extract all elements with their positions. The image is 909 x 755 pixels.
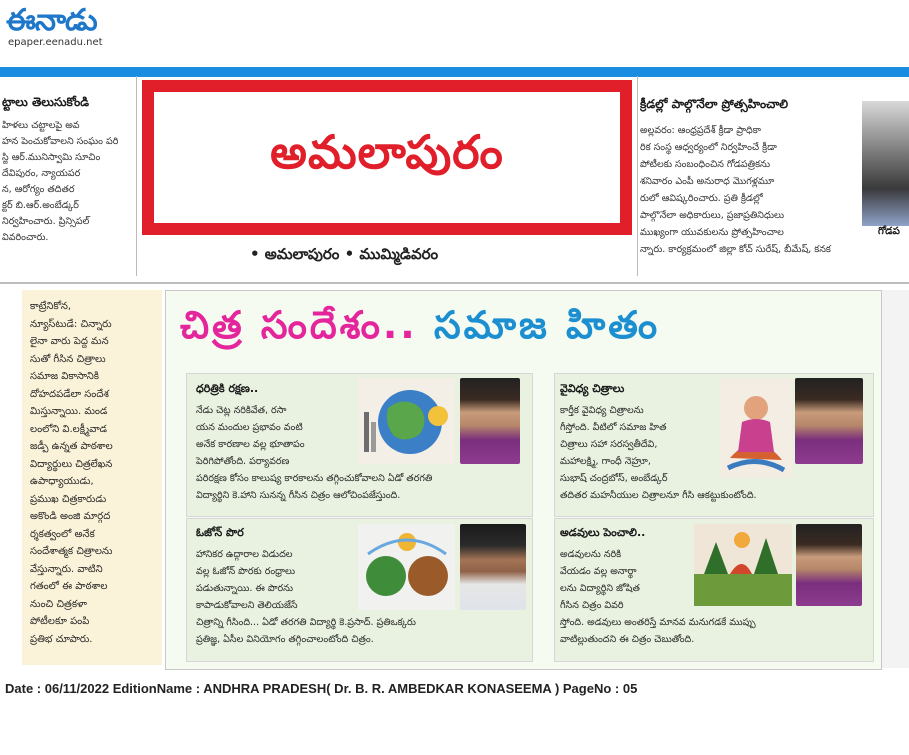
- card-diverse-headline: వైవిధ్య చిత్రాలు: [560, 382, 625, 395]
- right-top-article: [640, 97, 860, 277]
- card-ozone-body: హానికర ఉద్గారాల విడుదల వల్ల ఓజోన్ పొరకు రంధ్రాలు పడుతున్నాయి. ఈ పొరను కాపాడుకోవాలని తెలియజేసే చిత్రాన్ని గీసింది... ఏడో తరగతి విద్యార్థి కె.ప్రసాద్. ప్రతిఒక్కరు ప్రతిజ్ఞ, ఏసీల వినియోగం తగ్గించాలంటోంది చిత్రం.: [196, 549, 416, 645]
- edition-footer: Date : 06/11/2022 EditionName : ANDHRA PRADESH( Dr. B. R. AMBEDKAR KONASEEMA ) PageNo : 05: [5, 681, 638, 696]
- left-top-article: [0, 95, 133, 280]
- student-photo-karthika: [795, 378, 863, 464]
- student-photo-joshita: [796, 524, 862, 606]
- card-forests-body: అడవులను నరికి వేయడం వల్ల అనార్థా లను విద్యార్థిని జోషిత గీసిన చిత్రం వివరి స్తోంది. అడవులు అంతరిస్తే మానవ మనుగడకే ముప్పు వాటిల్లుతుందని ఈ చిత్రం చెబుతోంది.: [560, 549, 756, 645]
- masthead-inner: [154, 92, 620, 223]
- adjacent-page-edge: [882, 290, 909, 668]
- left-top-body: హిళలు చట్టాలపై అవ హన పెంచుకోవాలని సంఘం పరి స్జి ఆర్.మునిస్వామి సూచిం దేవిపురం, న్యాయపర న, ఆరోగ్యం తదితర క్టర్ బి.ఆర్.అంబేడ్కర్ నిర్వహించారు. ప్రిన్సిపల్ వివరించారు.: [2, 120, 119, 243]
- card-earth-body: నేడు చెట్ల నరికివేత, రసా యన మందుల ప్రభావం వంటి అనేక కారణాల వల్ల భూతాపం పెరిగిపోతోంది. పర్యావరణ పరిరక్షణ కోసం కాలుష్య కారకాలను తగ్గించుకోవాలని ఏడో తరగతి విద్యార్థిని కె.హాని సునన్న గీసిన చిత్రం ఆలోచింపజేస్తుంది.: [196, 405, 433, 501]
- earth-drawing: [358, 378, 455, 464]
- right-top-photo: [862, 101, 909, 226]
- card-ozone-headline: ఓజోన్ పొర: [196, 526, 244, 539]
- student-photo-hani: [460, 378, 520, 464]
- right-top-body: అల్లవరం: ఆంధ్రప్రదేశ్ క్రీడా ప్రాధికా రిక సంస్థ ఆధ్వర్యంలో నిర్వహించే క్రీడా పోటీలకు సంబంధించిన గోడపత్రికను శనివారం ఎంపీ అనురాధ మొగళ్లమూ రులో ఆవిష్కరించారు. ప్రతి క్రీడల్లో పాల్గొనేలా అధికారులు, ప్రజాప్రతినిధులు ముఖ్యంగా యువకులను ప్రోత్సహించాల న్నారు. కార్యక్రమంలో జిల్లా కోచ్ సురేష్, బీమేష్, కనక: [640, 125, 831, 255]
- card-forests-headline: అడవులు పెంచాలి..: [560, 526, 646, 539]
- card-diverse-body: కార్తీక వైవిధ్య చిత్రాలను గీస్తోంది. వీటిలో సమాజ హిత చిత్రాలు సహా సరస్వతీదేవి, మహాలక్ష్మి, గాంధీ నెహ్రూ, సుభాష్ చంద్రబోస్, అంబేడ్కర్ తదితర మహనీయుల చిత్రాలనూ గీసి ఆకట్టుకుంటోంది.: [560, 405, 757, 501]
- feature-title-part-b: సమాజ హితం: [433, 303, 661, 347]
- right-top-headline: క్రీడల్లో పాల్గొనేలా ప్రోత్సహించాలి: [640, 97, 789, 111]
- forest-drawing: [694, 524, 792, 606]
- feature-title: [180, 303, 660, 357]
- feature-intro-column: [22, 290, 162, 665]
- ozone-drawing: [358, 524, 455, 610]
- masthead-subtitle: • అమలాపురం • ముమ్మిడివరం: [250, 245, 439, 263]
- section-divider: [0, 282, 909, 284]
- saraswati-drawing: [720, 378, 792, 478]
- feature-title-part-a: చిత్ర సందేశం..: [180, 303, 418, 347]
- feature-intro-text: కాట్రేనికోన, న్యూస్‌టుడే: చిన్నారు లైనా వారు పెద్ద మన సుతో గీసిన చిత్రాలు సమాజ వికాసానికి దోహదపడేలా సందేశ మిస్తున్నాయి. మండ లంలోని వి.లక్ష్మీవాడ జడ్పీ ఉన్నత పాఠశాల విద్యార్థులు చిత్రలేఖన ఉపాధ్యాయుడు, ప్రముఖ చిత్రకారుడు అకొండి అంజి మార్గద ర్శకత్వంలో అనేక సందేశాత్మక చిత్రాలను వేస్తున్నారు. వాటిని గతంలో ఈ పాఠశాల నుంచి చిత్రకళా పోటీలకూ పంపి ప్రతిభ చూపారు.: [30, 301, 113, 645]
- student-photo-prasad: [460, 524, 526, 610]
- left-top-headline: ట్టాలు తెలుసుకోండి: [2, 95, 90, 109]
- logo-url: epaper.eenadu.net: [8, 37, 103, 48]
- eenadu-logo: ఈనాడు: [6, 3, 97, 38]
- masthead-title: అమలాపురం: [270, 124, 504, 179]
- right-top-photo-caption: గోడప: [878, 226, 900, 237]
- card-earth-headline: ధరిత్రికి రక్షణ..: [196, 382, 259, 395]
